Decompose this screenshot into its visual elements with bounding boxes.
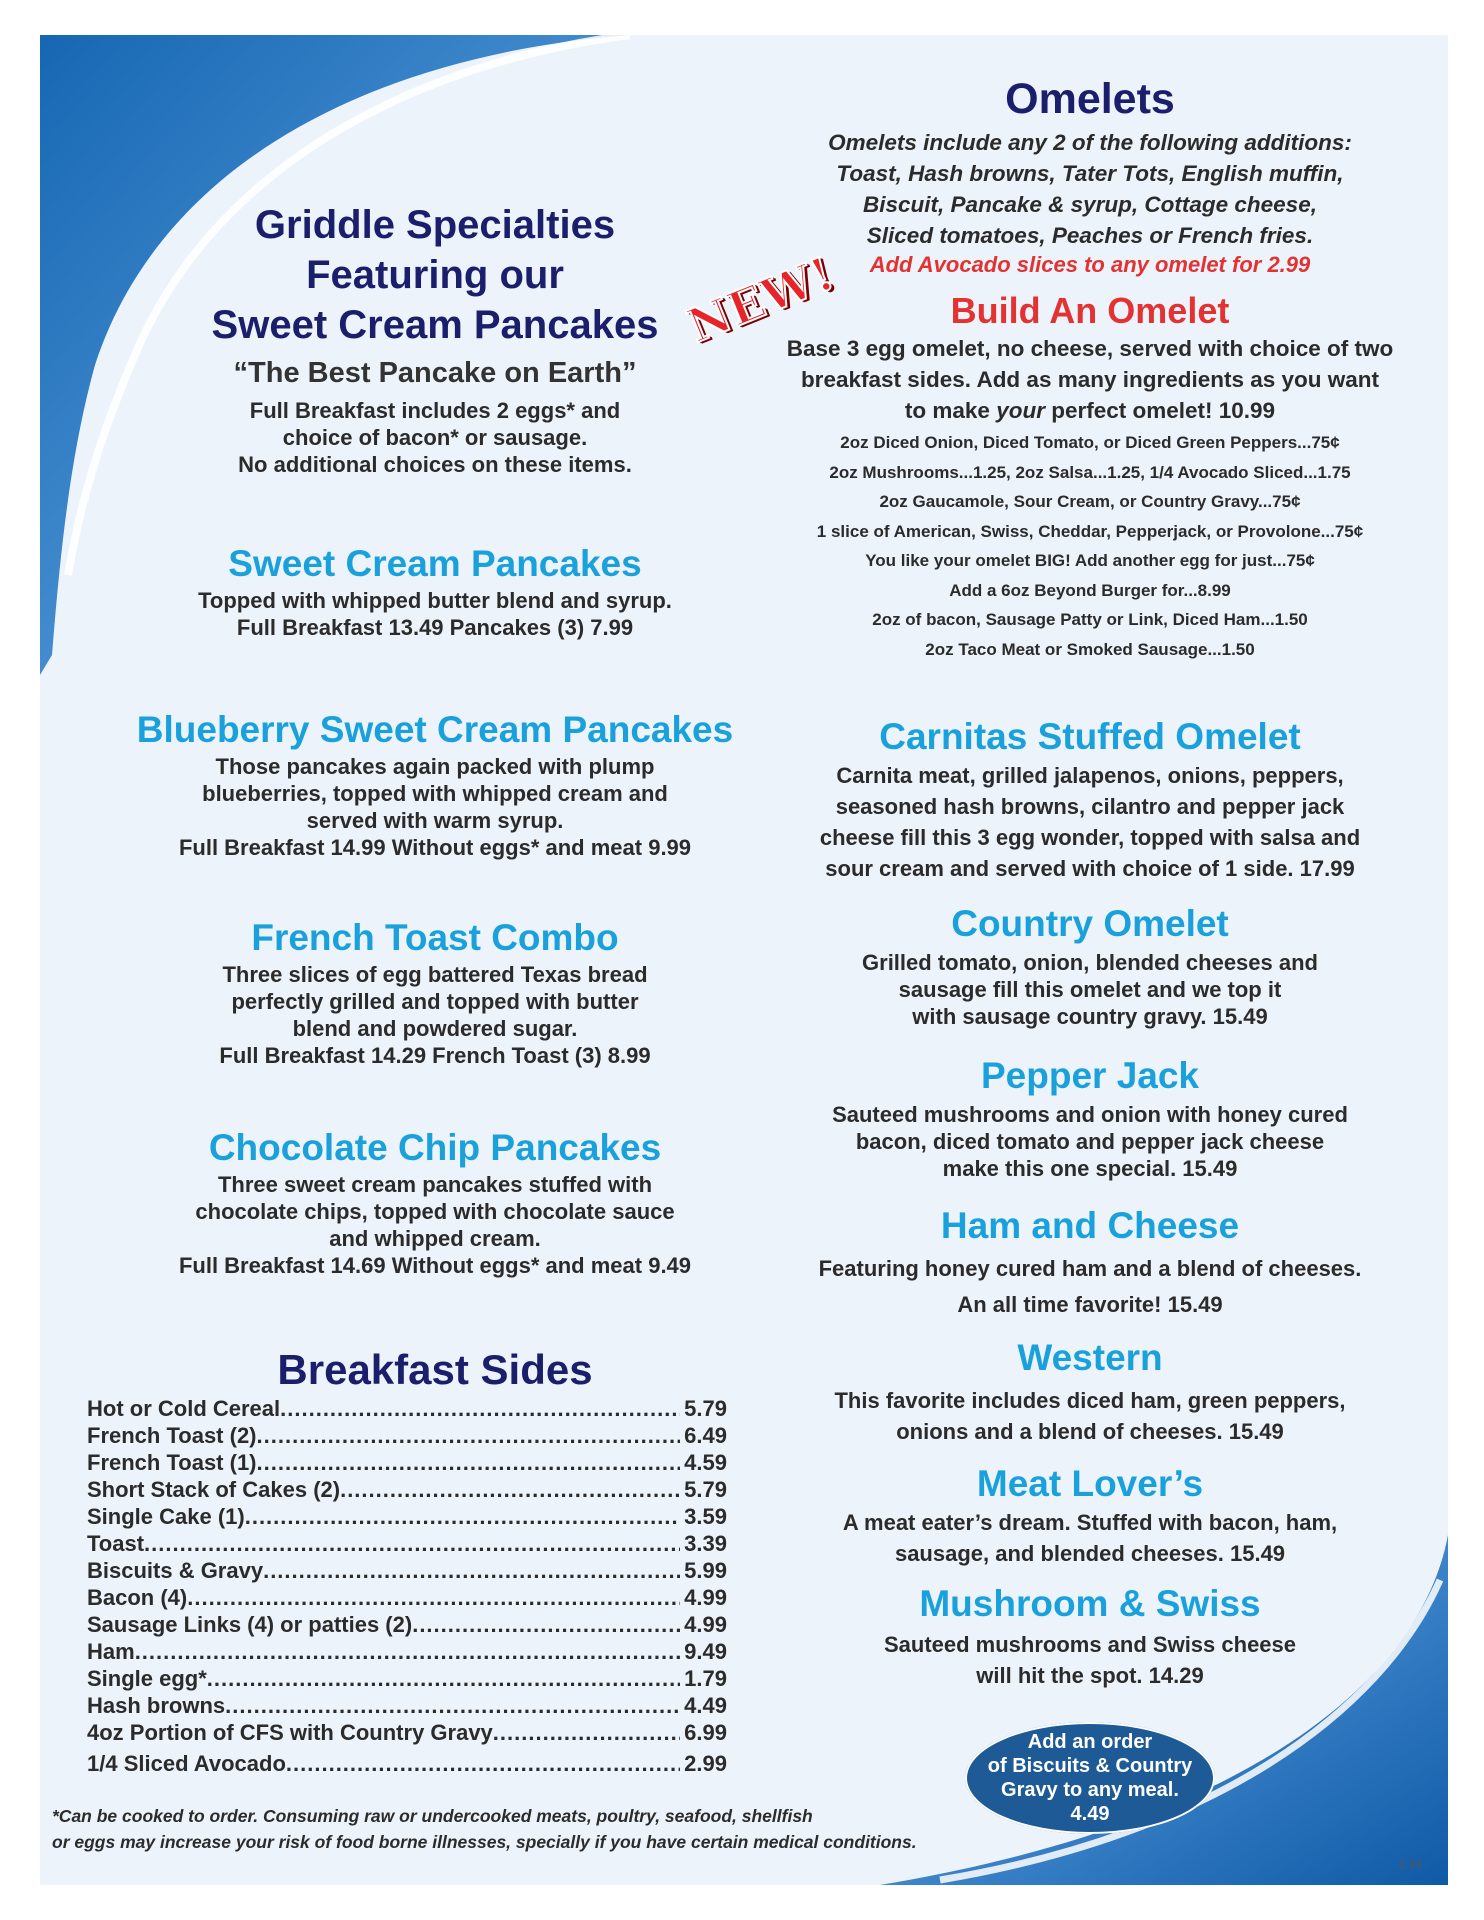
item-title: French Toast Combo [251, 917, 619, 958]
menu-item-french-toast [80, 917, 790, 1069]
side-price: 4.49 [684, 1693, 727, 1718]
tagline: “The Best Pancake on Earth” [233, 357, 637, 389]
side-price: 4.99 [684, 1612, 727, 1637]
side-row [87, 1692, 727, 1719]
side-name: Toast [87, 1531, 145, 1556]
avocado-offer: Add Avocado slices to any omelet for 2.99 [869, 252, 1311, 277]
side-row [87, 1395, 727, 1422]
side-name: Short Stack of Cakes (2) [87, 1477, 341, 1502]
omelets-title: Omelets [1005, 75, 1175, 123]
build-desc-a: Base 3 egg omelet, no cheese, served with choice of two breakfast sides. Add as many ingredients as you want to make [786, 336, 1394, 423]
biscuits-gravy-badge: Add an order of Biscuits & Country Gravy to any meal. 4.49 [965, 1722, 1215, 1834]
side-name: Ham [87, 1639, 135, 1664]
leader-dots [245, 1503, 680, 1530]
menu-item-carnitas [740, 716, 1440, 884]
item-description: Topped with whipped butter blend and syrup. Full Breakfast 13.49 Pancakes (3) 7.99 [198, 588, 672, 640]
side-price: 6.99 [684, 1720, 727, 1745]
side-name: Single Cake (1) [87, 1504, 245, 1529]
version-label: 1.24 [1398, 1857, 1422, 1871]
build-omelet-desc [740, 333, 1440, 426]
breakfast-sides-title: Breakfast Sides [277, 1346, 593, 1393]
leader-dots [187, 1584, 680, 1611]
item-title: Sweet Cream Pancakes [228, 543, 642, 584]
menu-item-sweet-cream [80, 543, 790, 641]
menu-item-western [740, 1337, 1440, 1447]
side-name: Hash browns [87, 1693, 226, 1718]
side-price: 2.99 [684, 1751, 727, 1776]
item-title: Country Omelet [951, 903, 1229, 944]
header-line-2: Featuring our [306, 253, 564, 297]
item-description: Those pancakes again packed with plump blueberries, topped with whipped cream and served with warm syrup. Full Breakfast 14.99 Without eggs* and meat 9.99 [178, 754, 692, 860]
leader-dots [493, 1719, 680, 1746]
leader-dots [144, 1530, 680, 1557]
side-price: 4.99 [684, 1585, 727, 1610]
side-row [87, 1422, 727, 1449]
side-price: 5.79 [684, 1396, 727, 1421]
side-row [87, 1530, 727, 1557]
side-row [87, 1503, 727, 1530]
food-safety-footnote: *Can be cooked to order. Consuming raw or undercooked meats, poultry, seafood, shellfish or eggs may increase your risk of food borne illnesses, specially if you have certain medical conditions. [52, 1806, 917, 1852]
leader-dots [257, 1422, 681, 1449]
addon-line: 2oz of bacon, Sausage Patty or Link, Diced Ham...1.50 [872, 610, 1308, 629]
leader-dots [207, 1665, 680, 1692]
side-row [87, 1449, 727, 1476]
side-row [87, 1584, 727, 1611]
build-desc-emphasis: your [996, 398, 1045, 423]
item-description: Three slices of egg battered Texas bread perfectly grilled and topped with butter blend and powdered sugar. Full Breakfast 14.29 French Toast (3) 8.99 [219, 962, 651, 1068]
item-title: Chocolate Chip Pancakes [208, 1127, 662, 1168]
omelet-addons-list [740, 428, 1440, 664]
side-name: Sausage Links (4) or patties (2) [87, 1612, 413, 1637]
side-row [87, 1750, 727, 1777]
side-row [87, 1476, 727, 1503]
build-omelet-title: Build An Omelet [950, 290, 1230, 331]
leader-dots [286, 1750, 680, 1777]
full-breakfast-note: Full Breakfast includes 2 eggs* and choice of bacon* or sausage. No additional choices on these items. [238, 398, 632, 477]
leader-dots [225, 1692, 680, 1719]
header-line-1: Griddle Specialties [254, 203, 616, 247]
item-description: Carnita meat, grilled jalapenos, onions, peppers, seasoned hash browns, cilantro and pepper jack cheese fill this 3 egg wonder, topped with salsa and sour cream and served with choice of 1 side. 17.99 [819, 763, 1361, 881]
item-title: Ham and Cheese [940, 1205, 1240, 1246]
side-price: 5.79 [684, 1477, 727, 1502]
addon-line: You like your omelet BIG! Add another egg for just...75¢ [865, 551, 1315, 570]
new-badge: NEW! [680, 245, 843, 354]
build-desc-b: perfect omelet! 10.99 [1044, 398, 1276, 423]
item-title: Blueberry Sweet Cream Pancakes [136, 709, 734, 750]
item-description: Sauteed mushrooms and onion with honey cured bacon, diced tomato and pepper jack cheese make this one special. 15.49 [832, 1102, 1348, 1181]
side-name: Bacon (4) [87, 1585, 188, 1610]
addon-line: 1 slice of American, Swiss, Cheddar, Pepperjack, or Provolone...75¢ [816, 521, 1364, 541]
side-name: Single egg* [87, 1666, 207, 1691]
side-row [87, 1638, 727, 1665]
side-row [87, 1719, 727, 1746]
item-title: Meat Lover’s [976, 1463, 1204, 1504]
addon-line: 2oz Diced Onion, Diced Tomato, or Diced Green Peppers...75¢ [840, 433, 1340, 452]
side-name: Biscuits & Gravy [87, 1558, 264, 1583]
addon-line: 2oz Gaucamole, Sour Cream, or Country Gravy...75¢ [879, 492, 1301, 511]
menu-page [40, 35, 1448, 1885]
side-price: 9.49 [684, 1639, 727, 1664]
side-name: 1/4 Sliced Avocado [87, 1751, 286, 1776]
menu-item-chocolate-chip [80, 1127, 790, 1279]
menu-item-ham-cheese [740, 1205, 1440, 1323]
side-row [87, 1557, 727, 1584]
menu-item-mushroom-swiss [740, 1583, 1440, 1691]
leader-dots [280, 1395, 680, 1422]
side-price: 3.59 [684, 1504, 727, 1529]
side-row [87, 1665, 727, 1692]
side-price: 1.79 [684, 1666, 727, 1691]
menu-item-country [740, 903, 1440, 1030]
side-name: French Toast (2) [87, 1423, 257, 1448]
item-title: Mushroom & Swiss [919, 1583, 1261, 1624]
breakfast-sides-list [87, 1395, 727, 1777]
item-description: Sauteed mushrooms and Swiss cheese will hit the spot. 14.29 [883, 1632, 1297, 1688]
griddle-header [80, 200, 790, 350]
item-description: A meat eater’s dream. Stuffed with bacon, ham, sausage, and blended cheeses. 15.49 [842, 1510, 1338, 1566]
side-row [87, 1611, 727, 1638]
side-price: 4.59 [684, 1450, 727, 1475]
addon-line: 2oz Mushrooms...1.25, 2oz Salsa...1.25, 1/4 Avocado Sliced...1.75 [829, 462, 1351, 482]
item-title: Carnitas Stuffed Omelet [879, 716, 1301, 757]
menu-item-meat-lovers [740, 1463, 1440, 1569]
side-price: 5.99 [684, 1558, 727, 1583]
header-line-3: Sweet Cream Pancakes [211, 303, 659, 347]
leader-dots [340, 1476, 680, 1503]
side-price: 3.39 [684, 1531, 727, 1556]
side-name: 4oz Portion of CFS with Country Gravy [87, 1720, 493, 1745]
side-name: French Toast (1) [87, 1450, 257, 1475]
item-description: This favorite includes diced ham, green peppers, onions and a blend of cheeses. 15.49 [834, 1388, 1346, 1444]
addon-line: Add a 6oz Beyond Burger for...8.99 [949, 580, 1231, 600]
leader-dots [135, 1638, 680, 1665]
item-title: Western [1017, 1337, 1163, 1378]
addon-line: 2oz Taco Meat or Smoked Sausage...1.50 [925, 639, 1255, 659]
menu-item-blueberry [80, 709, 790, 861]
item-description: Three sweet cream pancakes stuffed with chocolate chips, topped with chocolate sauce and whipped cream. Full Breakfast 14.69 Without eggs* and meat 9.49 [178, 1172, 692, 1278]
item-description: Featuring honey cured ham and a blend of cheeses. An all time favorite! 15.49 [818, 1256, 1362, 1317]
leader-dots [257, 1449, 681, 1476]
side-price: 6.49 [684, 1423, 727, 1448]
menu-item-pepper-jack [740, 1055, 1440, 1182]
side-name: Hot or Cold Cereal [87, 1396, 281, 1421]
omelets-intro: Omelets include any 2 of the following additions: Toast, Hash browns, Tater Tots, English muffin, Biscuit, Pancake & syrup, Cottage cheese, Sliced tomatoes, Peaches or French fries. [828, 130, 1352, 248]
item-description: Grilled tomato, onion, blended cheeses and sausage fill this omelet and we top it with sausage country gravy. 15.49 [862, 950, 1318, 1029]
leader-dots [263, 1557, 680, 1584]
item-title: Pepper Jack [980, 1055, 1200, 1096]
leader-dots [412, 1611, 680, 1638]
